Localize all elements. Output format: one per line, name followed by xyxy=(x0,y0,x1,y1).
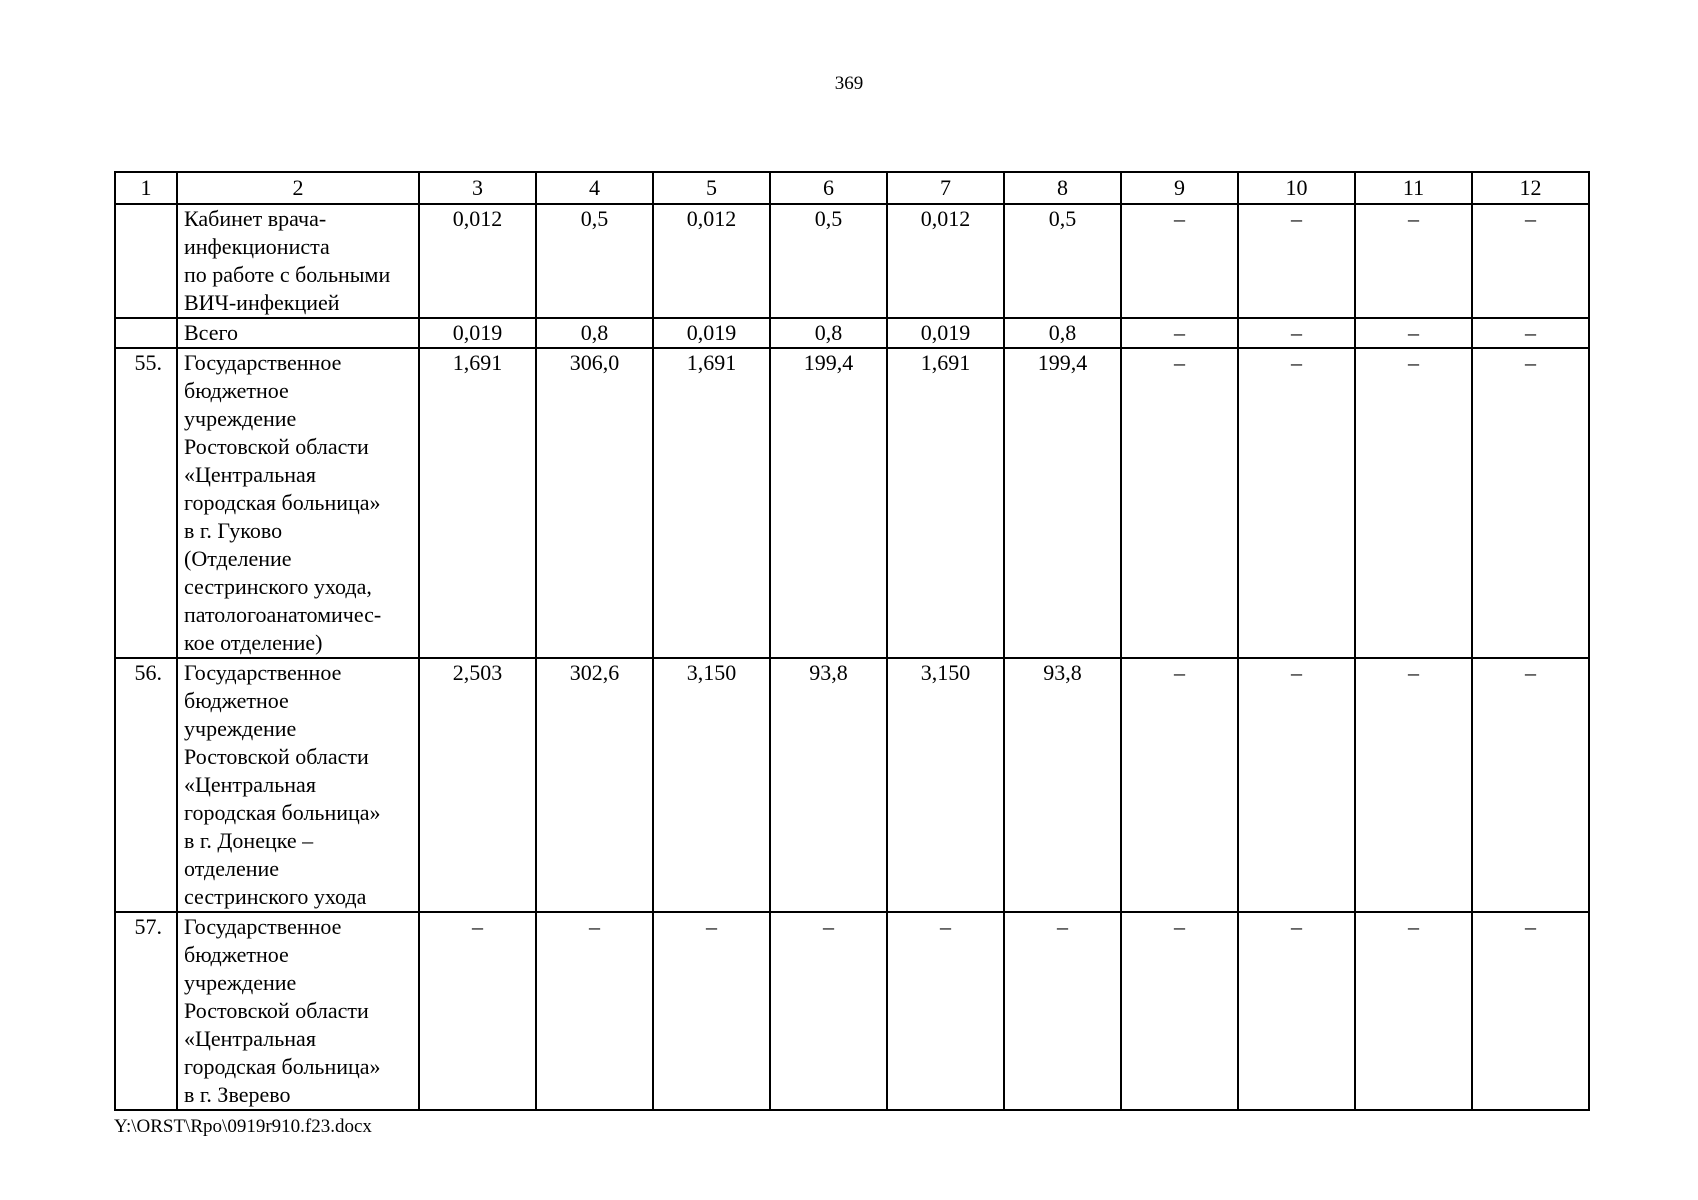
institution-name-cell xyxy=(177,318,419,348)
institution-name-cell xyxy=(177,658,419,912)
value-cell: 199,4 xyxy=(1004,348,1121,658)
institution-name-line: «Центральная xyxy=(184,462,316,487)
institution-name-line: бюджетное xyxy=(184,688,289,713)
header-cell: 7 xyxy=(887,172,1004,204)
row-number-cell: 56. xyxy=(115,658,177,912)
value-cell: – xyxy=(1004,912,1121,1110)
value-cell: – xyxy=(1355,204,1472,318)
header-cell: 4 xyxy=(536,172,653,204)
value-cell: 1,691 xyxy=(887,348,1004,658)
value-cell: – xyxy=(1472,348,1589,658)
value-cell: – xyxy=(1355,658,1472,912)
page-number: 369 xyxy=(834,73,864,94)
institution-name-line: Всего xyxy=(184,320,238,345)
value-cell: – xyxy=(1121,658,1238,912)
header-cell: 3 xyxy=(419,172,536,204)
institution-name-line: (Отделение xyxy=(184,546,292,571)
table-body xyxy=(115,172,1589,1110)
table-row xyxy=(115,348,1589,658)
institution-name-line: Государственное xyxy=(184,350,342,375)
value-cell: 0,012 xyxy=(419,204,536,318)
institution-name-line: в г. Зверево xyxy=(184,1082,291,1107)
institution-name-line: сестринского ухода, xyxy=(184,574,372,599)
value-cell: – xyxy=(887,912,1004,1110)
value-cell: 93,8 xyxy=(1004,658,1121,912)
value-cell: – xyxy=(419,912,536,1110)
header-cell: 12 xyxy=(1472,172,1589,204)
header-cell: 9 xyxy=(1121,172,1238,204)
institution-name-cell xyxy=(177,348,419,658)
row-number-cell: 55. xyxy=(115,348,177,658)
value-cell: 0,012 xyxy=(653,204,770,318)
institution-name-line: «Центральная xyxy=(184,772,316,797)
value-cell: – xyxy=(1121,348,1238,658)
institution-name-line: бюджетное xyxy=(184,378,289,403)
data-table xyxy=(114,171,1590,1111)
institution-name-line: Ростовской области xyxy=(184,998,369,1023)
value-cell: – xyxy=(1355,912,1472,1110)
value-cell: – xyxy=(1472,318,1589,348)
header-cell: 10 xyxy=(1238,172,1355,204)
value-cell: 3,150 xyxy=(887,658,1004,912)
value-cell: 0,8 xyxy=(1004,318,1121,348)
row-number-cell xyxy=(115,318,177,348)
table-row xyxy=(115,204,1589,318)
value-cell: – xyxy=(1238,348,1355,658)
table-row xyxy=(115,658,1589,912)
institution-name-line: по работе с больными xyxy=(184,262,391,287)
value-cell: 0,5 xyxy=(1004,204,1121,318)
table-row xyxy=(115,912,1589,1110)
value-cell: – xyxy=(770,912,887,1110)
value-cell: – xyxy=(536,912,653,1110)
institution-name-cell xyxy=(177,204,419,318)
institution-name-line: учреждение xyxy=(184,716,297,741)
institution-name-line: бюджетное xyxy=(184,942,289,967)
header-cell: 2 xyxy=(177,172,419,204)
header-cell: 6 xyxy=(770,172,887,204)
row-number-cell: 57. xyxy=(115,912,177,1110)
value-cell: 2,503 xyxy=(419,658,536,912)
header-cell: 1 xyxy=(115,172,177,204)
value-cell: 0,8 xyxy=(536,318,653,348)
table-header-row xyxy=(115,172,1589,204)
value-cell: – xyxy=(1355,348,1472,658)
value-cell: – xyxy=(1472,658,1589,912)
value-cell: 0,012 xyxy=(887,204,1004,318)
value-cell: 3,150 xyxy=(653,658,770,912)
institution-name-line: Кабинет врача- xyxy=(184,206,327,231)
value-cell: – xyxy=(1121,318,1238,348)
value-cell: – xyxy=(1121,204,1238,318)
institution-name-line: городская больница» xyxy=(184,1054,381,1079)
value-cell: 1,691 xyxy=(419,348,536,658)
value-cell: 0,019 xyxy=(419,318,536,348)
institution-name-line: инфекциониста xyxy=(184,234,330,259)
institution-name-line: Ростовской области xyxy=(184,434,369,459)
value-cell: – xyxy=(1355,318,1472,348)
table-row xyxy=(115,318,1589,348)
institution-name-line: Государственное xyxy=(184,914,342,939)
value-cell: 199,4 xyxy=(770,348,887,658)
value-cell: 93,8 xyxy=(770,658,887,912)
header-cell: 8 xyxy=(1004,172,1121,204)
institution-name-line: городская больница» xyxy=(184,490,381,515)
institution-name-line: в г. Гуково xyxy=(184,518,283,543)
institution-name-line: в г. Донецке – xyxy=(184,828,314,853)
institution-name-line: отделение xyxy=(184,856,280,881)
value-cell: 0,019 xyxy=(887,318,1004,348)
institution-name-line: Ростовской области xyxy=(184,744,369,769)
row-number-cell xyxy=(115,204,177,318)
footer-file-path: Y:\ORST\Rpo\0919r910.f23.docx xyxy=(114,1116,372,1137)
institution-name-line: ВИЧ-инфекцией xyxy=(184,290,340,315)
institution-name-line: «Центральная xyxy=(184,1026,316,1051)
header-cell: 11 xyxy=(1355,172,1472,204)
value-cell: 0,5 xyxy=(770,204,887,318)
value-cell: – xyxy=(1121,912,1238,1110)
value-cell: – xyxy=(653,912,770,1110)
value-cell: 0,8 xyxy=(770,318,887,348)
value-cell: 0,5 xyxy=(536,204,653,318)
institution-name-line: Государственное xyxy=(184,660,342,685)
value-cell: – xyxy=(1238,204,1355,318)
header-cell: 5 xyxy=(653,172,770,204)
institution-name-line: патологоанатомичес- xyxy=(184,602,382,627)
value-cell: – xyxy=(1472,912,1589,1110)
value-cell: – xyxy=(1238,658,1355,912)
value-cell: 0,019 xyxy=(653,318,770,348)
institution-name-line: сестринского ухода xyxy=(184,884,367,909)
value-cell: – xyxy=(1238,912,1355,1110)
institution-name-cell xyxy=(177,912,419,1110)
institution-name-line: учреждение xyxy=(184,406,297,431)
value-cell: 1,691 xyxy=(653,348,770,658)
institution-name-line: учреждение xyxy=(184,970,297,995)
value-cell: 306,0 xyxy=(536,348,653,658)
value-cell: – xyxy=(1238,318,1355,348)
institution-name-line: кое отделение) xyxy=(184,630,323,655)
institution-name-line: городская больница» xyxy=(184,800,381,825)
value-cell: 302,6 xyxy=(536,658,653,912)
value-cell: – xyxy=(1472,204,1589,318)
